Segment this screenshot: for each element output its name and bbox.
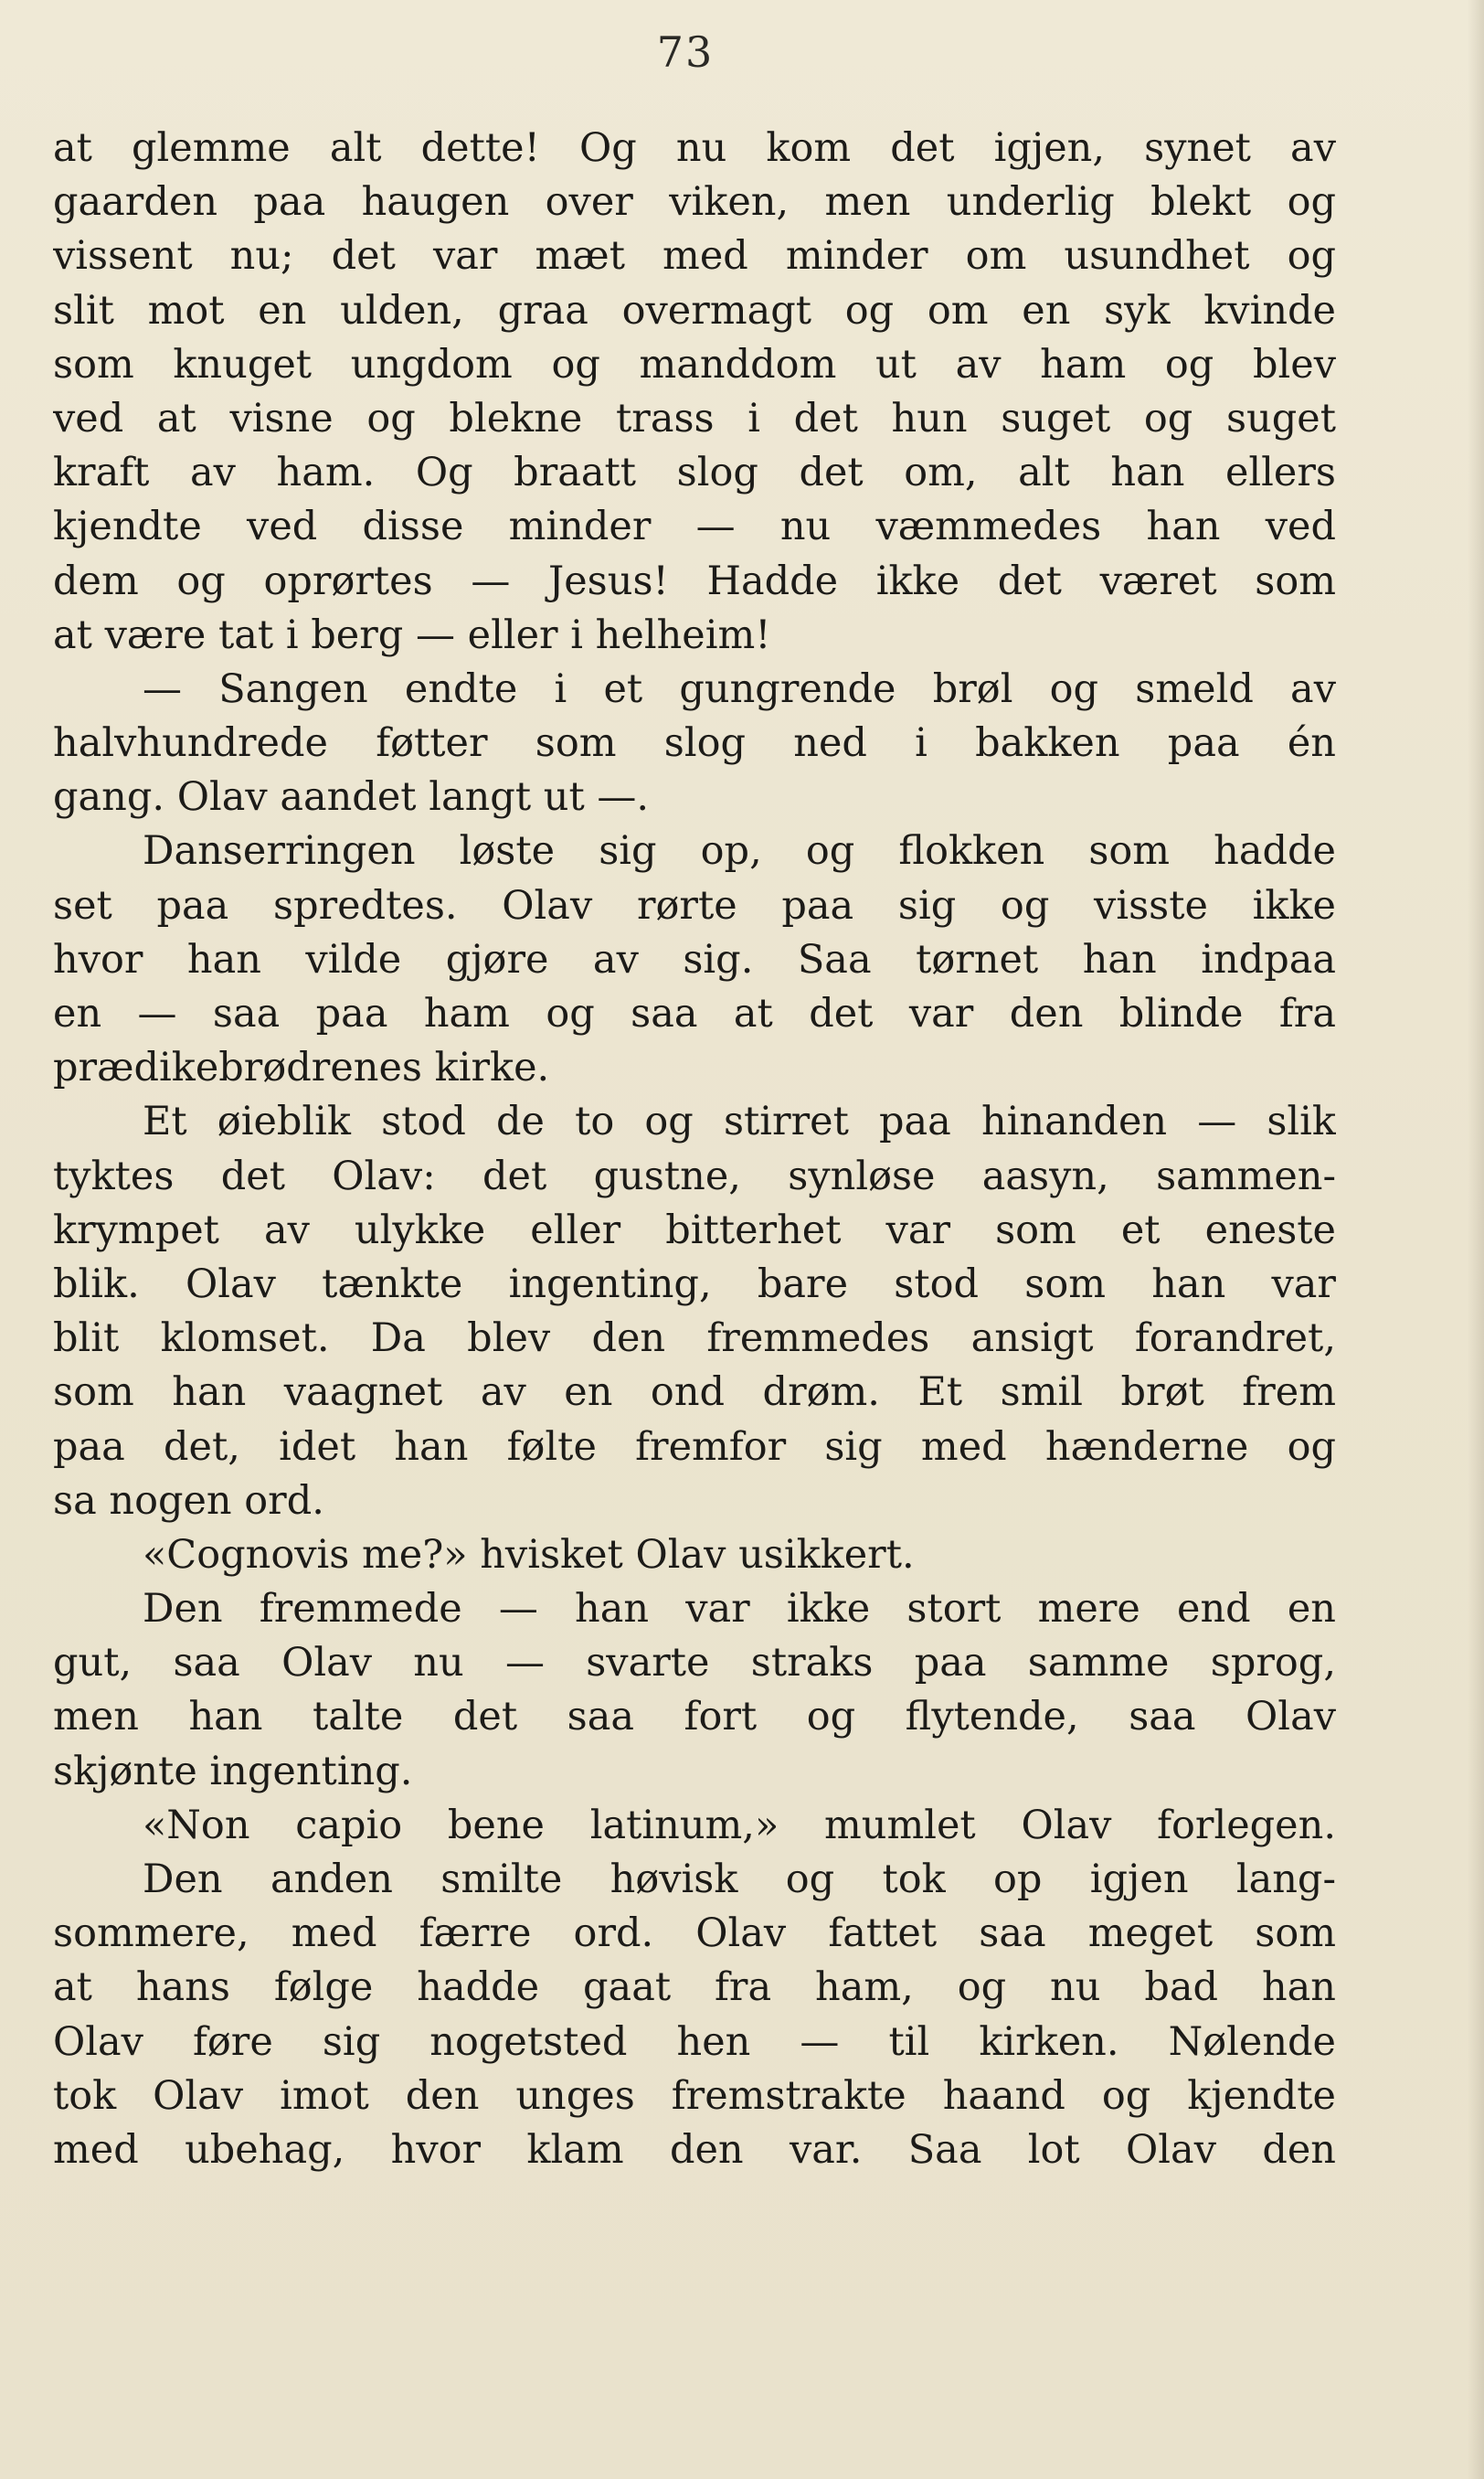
text-line: Den anden smilte høvisk og tok op igjen lang- xyxy=(143,1857,1336,1902)
text-line: skjønte ingenting. xyxy=(53,1748,413,1794)
text-line: Danserringen løste sig op, og flokken som hadde xyxy=(143,828,1336,875)
text-line: en — saa paa ham og saa at det var den blinde fra xyxy=(53,991,1336,1037)
text-line: at glemme alt dette! Og nu kom det igjen, synet av xyxy=(53,125,1336,171)
text-line: at hans følge hadde gaat fra ham, og nu bad han xyxy=(53,1964,1336,2011)
text-line: krympet av ulykke eller bitterhet var som et eneste xyxy=(53,1207,1336,1253)
text-line: sa nogen ord. xyxy=(53,1477,324,1524)
text-line: tyktes det Olav: det gustne, synløse aasyn, sammen- xyxy=(53,1153,1336,1199)
text-line: Et øieblik stod de to og stirret paa hinanden — slik xyxy=(143,1099,1336,1145)
text-line: med ubehag, hvor klam den var. Saa lot Olav den xyxy=(53,2126,1336,2173)
text-line: hvor han vilde gjøre av sig. Saa tørnet han indpaa xyxy=(53,936,1336,983)
body-text xyxy=(53,122,1336,2177)
page-edge-shadow xyxy=(1468,0,1484,2479)
text-line: men han talte det saa fort og flytende, saa Olav xyxy=(53,1694,1336,1740)
text-line: at være tat i berg — eller i helheim! xyxy=(53,612,771,658)
text-line: sommere, med færre ord. Olav fattet saa meget som xyxy=(53,1910,1336,1957)
text-line: ved at visne og blekne trass i det hun suget og suget xyxy=(53,395,1336,442)
text-line: blik. Olav tænkte ingenting, bare stod som han var xyxy=(53,1261,1336,1307)
text-line: gaarden paa haugen over viken, men underlig blekt og xyxy=(53,179,1336,226)
text-line: Den fremmede — han var ikke stort mere end en xyxy=(143,1586,1336,1633)
text-line: paa det, idet han følte fremfor sig med hænderne og xyxy=(53,1423,1336,1470)
text-line: — Sangen endte i et gungrende brøl og smeld av xyxy=(143,665,1336,712)
page-number: 73 xyxy=(656,27,715,77)
text-line: prædikebrødrenes kirke. xyxy=(53,1045,550,1091)
text-line: slit mot en ulden, graa overmagt og om en syk kvinde xyxy=(53,287,1336,334)
text-line: «Non capio bene latinum,» mumlet Olav forlegen. xyxy=(143,1802,1336,1848)
text-line: «Cognovis me?» hvisket Olav usikkert. xyxy=(143,1531,915,1578)
text-line: som knuget ungdom og manddom ut av ham og blev xyxy=(53,341,1336,388)
text-line: tok Olav imot den unges fremstrakte haand og kjendte xyxy=(53,2072,1336,2119)
text-line: kjendte ved disse minder — nu væmmedes han ved xyxy=(53,504,1336,550)
text-line: blit klomset. Da blev den fremmedes ansigt forandret, xyxy=(53,1315,1336,1362)
text-line: gut, saa Olav nu — svarte straks paa samme sprog, xyxy=(53,1640,1336,1686)
text-line: som han vaagnet av en ond drøm. Et smil brøt frem xyxy=(53,1369,1336,1416)
text-line: vissent nu; det var mæt med minder om usundhet og xyxy=(53,233,1336,280)
text-line: gang. Olav aandet langt ut —. xyxy=(53,774,650,821)
text-line: Olav føre sig nogetsted hen — til kirken. Nølende xyxy=(53,2018,1336,2065)
text-line: set paa spredtes. Olav rørte paa sig og visste ikke xyxy=(53,882,1336,929)
text-line: kraft av ham. Og braatt slog det om, alt han ellers xyxy=(53,450,1336,496)
text-line: dem og oprørtes — Jesus! Hadde ikke det været som xyxy=(53,558,1336,604)
text-line: halvhundrede føtter som slog ned i bakken paa én xyxy=(53,720,1336,767)
